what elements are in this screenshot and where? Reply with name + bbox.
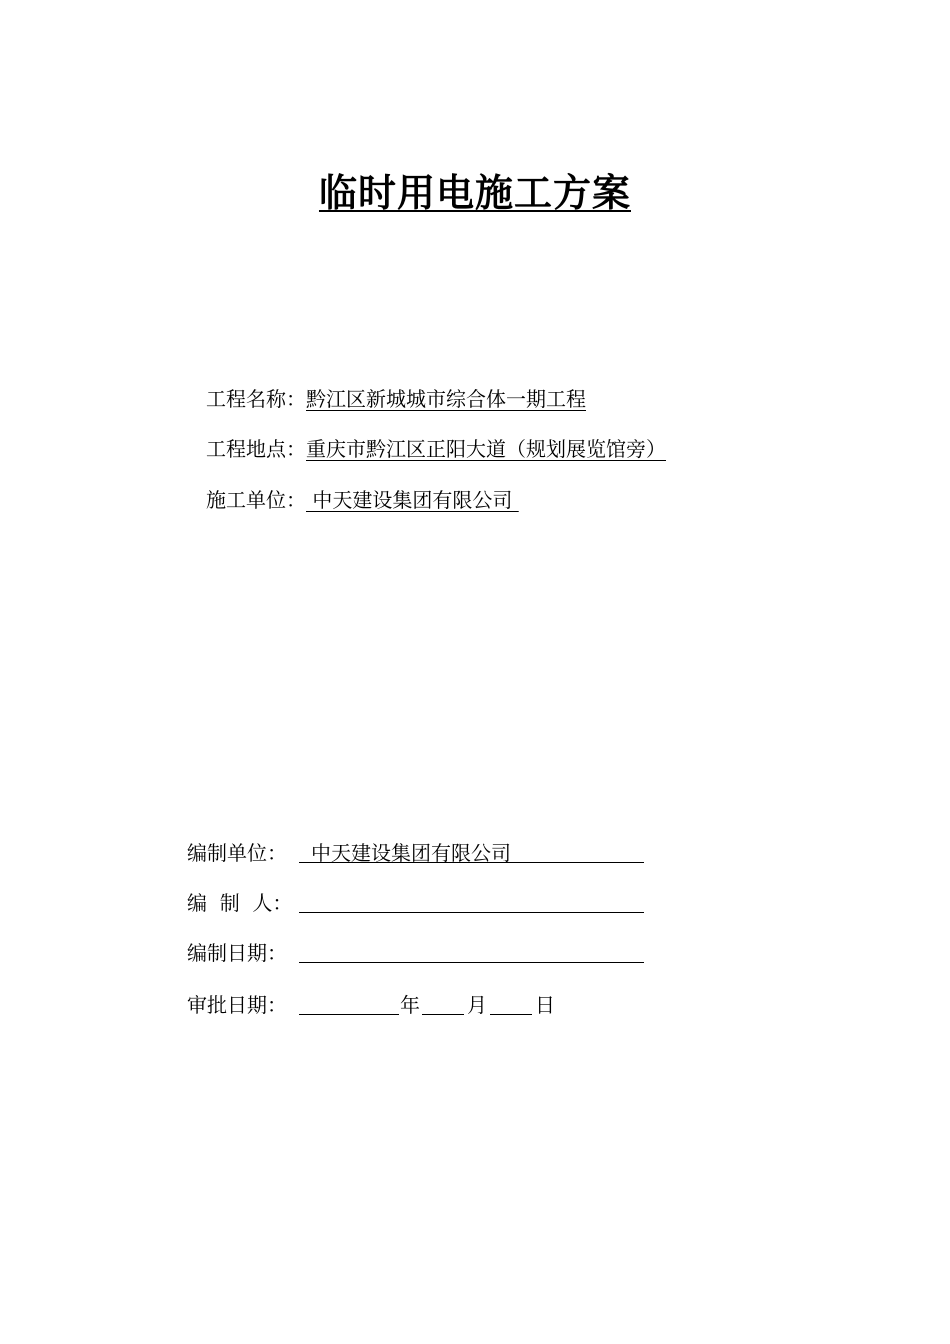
project-name-label: 工程名称： — [206, 387, 306, 411]
author-label: 编 制 人： — [187, 891, 293, 915]
approval-date-label: 审批日期： — [187, 993, 287, 1017]
project-location-row — [206, 434, 666, 464]
project-location-value: 重庆市黔江区正阳大道（规划展览馆旁） — [306, 437, 666, 461]
compiling-unit-row — [187, 838, 647, 868]
author-row — [187, 888, 647, 918]
contractor-label: 施工单位： — [206, 488, 306, 512]
compile-date-label: 编制日期： — [187, 941, 287, 965]
approval-year-unit: 年 — [400, 993, 420, 1017]
contractor-value: 中天建设集团有限公司 — [306, 488, 519, 512]
compiling-unit-line — [299, 862, 644, 863]
approval-month-unit: 月 — [467, 993, 487, 1017]
compiling-unit-label: 编制单位： — [187, 841, 287, 865]
author-line[interactable] — [299, 912, 644, 913]
compiling-unit-value: 中天建设集团有限公司 — [311, 841, 511, 865]
document-title-text: 临时用电施工方案 — [318, 171, 631, 215]
approval-month-line[interactable] — [422, 1014, 464, 1015]
compile-date-row — [187, 938, 647, 968]
approval-date-row — [187, 990, 647, 1020]
approval-year-line[interactable] — [299, 1014, 399, 1015]
project-name-row — [206, 384, 586, 414]
project-location-label: 工程地点： — [206, 437, 306, 461]
project-name-value: 黔江区新城城市综合体一期工程 — [306, 387, 586, 411]
compile-date-line[interactable] — [299, 962, 644, 963]
contractor-row — [206, 485, 519, 515]
approval-day-unit: 日 — [535, 993, 555, 1017]
approval-day-line[interactable] — [490, 1014, 532, 1015]
document-title — [0, 168, 950, 218]
